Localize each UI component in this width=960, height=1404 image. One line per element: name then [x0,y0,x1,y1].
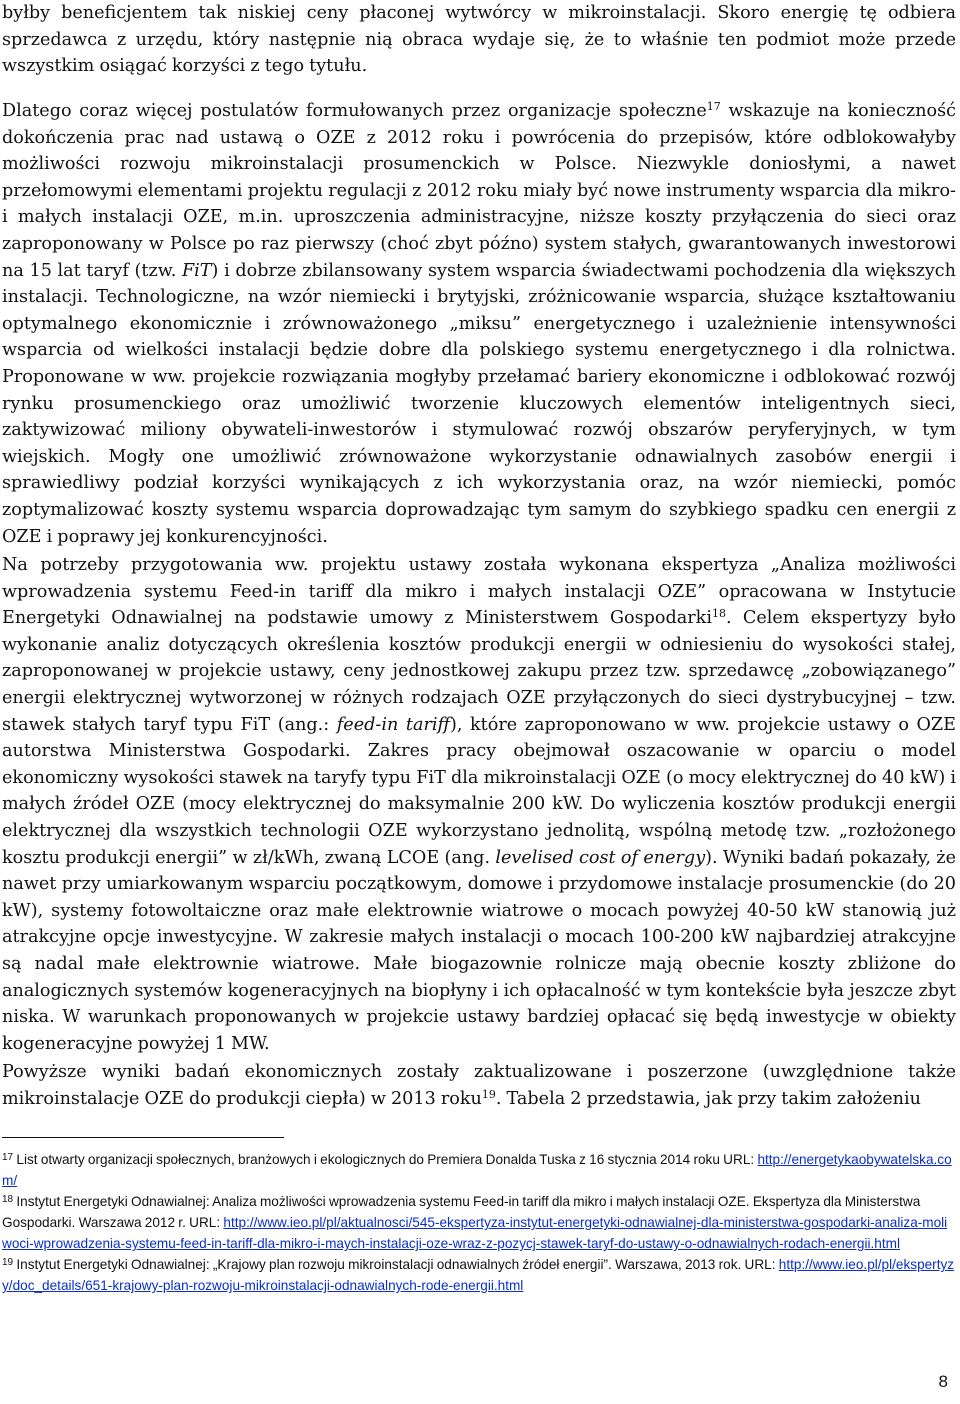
footnote-17 [2,1149,956,1191]
footnote-text: List otwarty organizacji społecznych, branżowych i ekologicznych do Premiera Donalda Tuska z 16 stycznia 2014 roku URL: [13,1152,758,1167]
paragraph-update-text-2: . Tabela 2 przedstawia, jak przy takim założeniu [495,1088,921,1109]
footnote-number: 18 [2,1194,14,1205]
paragraph-postulates-text-3: ) i dobrze zbilansowany system wsparcia świadectwami pochodzenia dla większych instalacji. Technologiczne, na wzór niemiecki i brytyjski, zróżnicowanie wsparcia, służące kształtowaniu optymalnego ekonomicznie i zrównoważonego „miksu” energetycznego i uzależnienie intensywności wsparcia od wielkości instalacji będzie dobre dla polskiego systemu energetycznego i dla rolnictwa. Proponowane w ww. projekcie rozwiązania mogłyby przełamać bariery ekonomiczne i odblokować rozwój rynku prosumenckiego oraz umożliwić tworzenie kluczowych elementów inteligentnych sieci, zaktywizować miliony obywateli-inwestorów i stymulować rozwój obszarów peryferyjnych, w tym wiejskich. Mogły one umożliwić zrównoważone wykorzystanie odnawialnych zasobów energii i sprawiedliwy podział korzyści wynikających z ich wykorzystania oraz, na wzór niemiecki, pomóc zoptymalizować koszty systemu wsparcia doprowadzając tym samym do szybkiego spadku cen energii z OZE i poprawy jej konkurencyjności. [2,260,956,547]
paragraph-intro-text: byłby beneficjentem tak niskiej ceny płaconej wytwórcy w mikroinstalacji. Skoro energię tę odbiera sprzedawca z urzędu, który następnie nią obraca wydaje się, że to właśnie ten podmiot może przede wszystkim osiągać korzyści z tego tytułu. [2,3,956,77]
footnote-18 [2,1191,956,1254]
paragraph-postulates-text-2: wskazuje na konieczność dokończenia prac nad ustawą o OZE z 2012 roku i powrócenia do przepisów, które odblokowałyby możliwości rozwoju mikroinstalacji prosumenckich w Polsce. Niezwykle doniosłymi, a nawet przełomowymi elementami projektu regulacji z 2012 roku miały być nowe instrumenty wsparcia dla mikro- i małych instalacji OZE, m.in. uproszczenia administracyjne, niższe koszty przyłączenia do sieci oraz zaproponowany w Polsce po raz pierwszy (choć zbyt późno) system stałych, gwarantowanych inwestorowi na 15 lat taryf (tzw. [2,101,956,281]
paragraph-postulates [2,98,956,550]
page-number: 8 [938,1372,948,1391]
fit-term: FiT [181,260,212,281]
footnotes [2,1149,956,1296]
footnote-reference-18[interactable]: 18 [711,607,726,621]
footnote-link[interactable]: http://www.ieo.pl/pl/aktualnosci/545-ekspertyza-instytut-energetyki-odnawialnej-dla-ministerstwa-gospodarki-analiza-moliwoci-wprowadzenia-systemu-feed-in-tariff-dla-mikro-i-maych-instalacji-oze-wraz-z-pozycj-stawek-taryf-do-ustawy-o-odnawialnych-rodach-energii.html [2,1215,948,1251]
footnote-link[interactable]: http://www.ieo.pl/pl/ekspertyzy/doc_details/651-krajowy-plan-rozwoju-mikroinstalacji-odnawialnych-rode-energii.html [2,1257,955,1293]
footnote-reference-19[interactable]: 19 [481,1087,496,1101]
footnote-reference-17[interactable]: 17 [706,100,721,113]
footnote-separator [2,1137,284,1138]
paragraph-update-text-1: Powyższe wyniki badań ekonomicznych zostały zaktualizowane i poszerzone (uwzględnione także mikroinstalacje OZE do produkcji ciepła) w 2013 roku [2,1062,956,1109]
footnote-number: 17 [2,1152,14,1163]
footnote-text: Instytut Energetyki Odnawialnej: Analiza możliwości wprowadzenia systemu Feed-in tariff dla mikro i małych instalacji OZE. Ekspertyza dla Ministerstwa Gospodarki. Warszawa 2012 r. URL: [2,1194,921,1230]
lcoe-term: levelised cost of energy [495,847,706,868]
footnote-19 [2,1254,956,1296]
paragraph-expertise [2,552,956,1057]
paragraph-intro [2,0,956,80]
feed-in-tariff-term: feed-in tariff [336,714,450,735]
paragraph-postulates-text-1: Dlatego coraz więcej postulatów formułowanych przez organizacje społeczne [2,101,707,121]
footnote-number: 19 [2,1257,14,1268]
paragraph-expertise-text-4: ). Wyniki badań pokazały, że nawet przy umiarkowanym wsparciu początkowym, domowe i przydomowe instalacje prosumenckie (do 20 kW), systemy fotowoltaiczne oraz małe elektrownie wiatrowe o mocach powyżej 40-50 kW stanowią już atrakcyjne opcje inwestycyjne. W zakresie małych instalacji o mocach 100-200 kW najbardziej atrakcyjne są nadal małe elektrownie wiatrowe. Małe biogazownie rolnicze mają obecnie koszty zbliżone do analogicznych systemów kogeneracyjnych na biopłyny i ich opłacalność w tym kontekście była jeszcze zbyt niska. W warunkach proponowanych w projekcie ustawy bardziej opłacać się będą inwestycje w obiekty kogeneracyjne powyżej 1 MW. [2,847,956,1054]
paragraph-expertise-text-3: ), które zaproponowano w ww. projekcie ustawy o OZE autorstwa Ministerstwa Gospodarki. Zakres pracy obejmował oszacowanie w oparciu o model ekonomiczny wysokości stawek na taryfy typu FiT dla mikroinstalacji OZE (o mocy elektrycznej do 40 kW) i małych źródeł OZE (mocy elektrycznej do maksymalnie 200 kW. Do wyliczenia kosztów produkcji energii elektrycznej dla wszystkich technologii OZE wykorzystano jednolitą, wspólną metodę tzw. „rozłożonego kosztu produkcji energii” w zł/kWh, zwaną LCOE (ang. [2,714,956,868]
footnote-link[interactable]: http://energetykaobywatelska.com/ [2,1152,952,1188]
paragraph-expertise-text-1: Na potrzeby przygotowania ww. projektu ustawy została wykonana ekspertyza „Analiza możliwości wprowadzenia systemu Feed-in tariff dla mikro i małych instalacji OZE” opracowana w Instytucie Energetyki Odnawialnej na podstawie umowy z Ministerstwem Gospodarki [2,555,956,629]
footnote-text: Instytut Energetyki Odnawialnej: „Krajowy plan rozwoju mikroinstalacji odnawialnych źródeł energii”. Warszawa, 2013 rok. URL: [13,1257,779,1272]
paragraph-update [2,1059,956,1112]
paragraph-expertise-text-2: . Celem ekspertyzy było wykonanie analiz dotyczących określenia kosztów produkcji energii w odniesieniu do wysokości stałej, zaproponowanej w projekcie ustawy, ceny jednostkowej zakupu przez tzw. sprzedawcę „zobowiązanego” energii elektrycznej wytworzonej w różnych rodzajach OZE przyłączonych do sieci dystrybucyjnej – tzw. stawek stałych taryf typu FiT (ang.: [2,608,956,735]
